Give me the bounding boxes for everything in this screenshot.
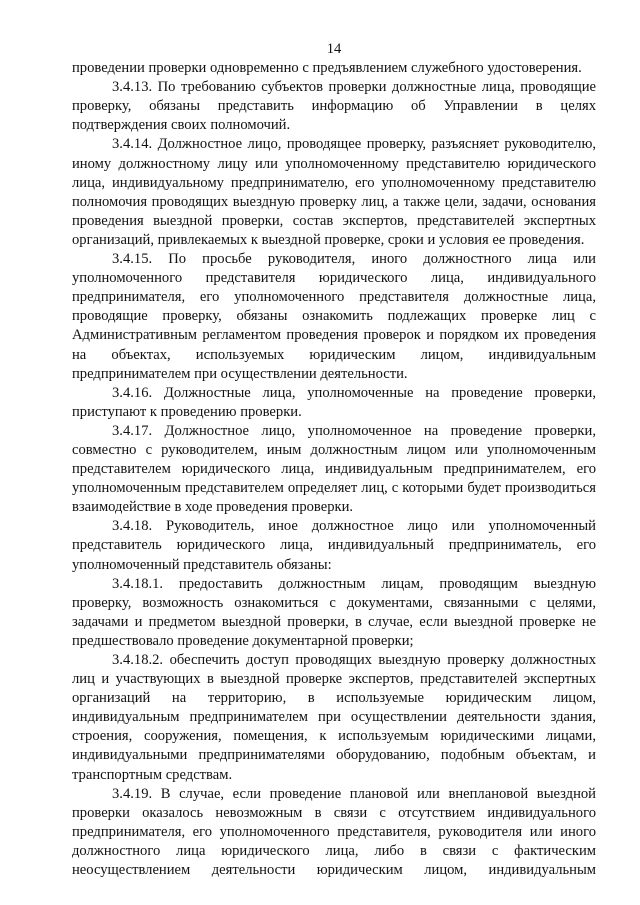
paragraph-continuation: проведении проверки одновременно с предъявлением служебного удостоверения. bbox=[72, 60, 582, 77]
paragraph-3-4-13: 3.4.13. По требованию субъектов проверки должностные лица, проводящие проверку, обязаны представить информацию об Управлении в целях подтверждения своих полномочий. bbox=[72, 79, 596, 134]
paragraph-3-4-19: 3.4.19. В случае, если проведение плановой или внеплановой выездной проверки оказалось невозможным в связи с отсутствием индивидуального предпринимателя, его уполномоченного представителя, руководителя или иного должностного лица юридического лица, либо в связи с фактическим неосуществлением деятельности юридическим лицом, индивидуальным bbox=[72, 785, 596, 879]
paragraph-3-4-18-2: 3.4.18.2. обеспечить доступ проводящих выездную проверку должностных лиц и участвующих в выездной проверке экспертов, представителей экспертных организаций на территорию, в используемые юридическим лицом, индивидуальным предпринимателем при осуществлении деятельности здания, строения, сооружения, помещения, к используемым юридическими лицами, индивидуальными предпринимателями оборудованию, подобным объектам, и транспортным средствам. bbox=[72, 652, 596, 783]
paragraph-3-4-18-1: 3.4.18.1. предоставить должностным лицам, проводящим выездную проверку, возможность ознакомиться с документами, связанными с целями, задачами и предметом выездной проверки, в случае, если выездной проверке не предшествовало проведение документарной проверки; bbox=[72, 575, 596, 649]
paragraph-3-4-17: 3.4.17. Должностное лицо, уполномоченное на проведение проверки, совместно с руководителем, иным должностным лицом или уполномоченным представителем юридического лица, индивидуальным предпринимателем, его уполномоченным представителем определяет лиц, с которыми будет производиться взаимодействие в ходе проведения проверки. bbox=[72, 422, 596, 516]
paragraph-3-4-14: 3.4.14. Должностное лицо, проводящее проверку, разъясняет руководителю, иному должностному лицу или уполномоченному представителю юридического лица, индивидуальному предпринимателю, его уполномоченному представителю полномочия проводящих выездную проверку лиц, а также цели, задачи, основания проведения выездной проверки, состав экспертов, представителей экспертных организаций, привлекаемых к выездной проверке, сроки и условия ее проведения. bbox=[72, 136, 596, 248]
document-page bbox=[72, 40, 596, 880]
paragraph-3-4-16: 3.4.16. Должностные лица, уполномоченные на проведение проверки, приступают к проведению проверки. bbox=[72, 384, 596, 420]
paragraph-3-4-15: 3.4.15. По просьбе руководителя, иного должностного лица или уполномоченного представителя юридического лица, индивидуального предпринимателя, его уполномоченного представителя должностные лица, проводящие проверку, обязаны ознакомить подлежащих проверке лиц с Административным регламентом проведения проверок и порядком их проведения на объектах, используемых юридическим лицом, индивидуальным предпринимателем при осуществлении деятельности. bbox=[72, 251, 596, 382]
paragraph-3-4-18: 3.4.18. Руководитель, иное должностное лицо или уполномоченный представитель юридического лица, индивидуальный предприниматель, его уполномоченный представитель обязаны: bbox=[72, 518, 596, 573]
page-number: 14 bbox=[326, 41, 342, 57]
